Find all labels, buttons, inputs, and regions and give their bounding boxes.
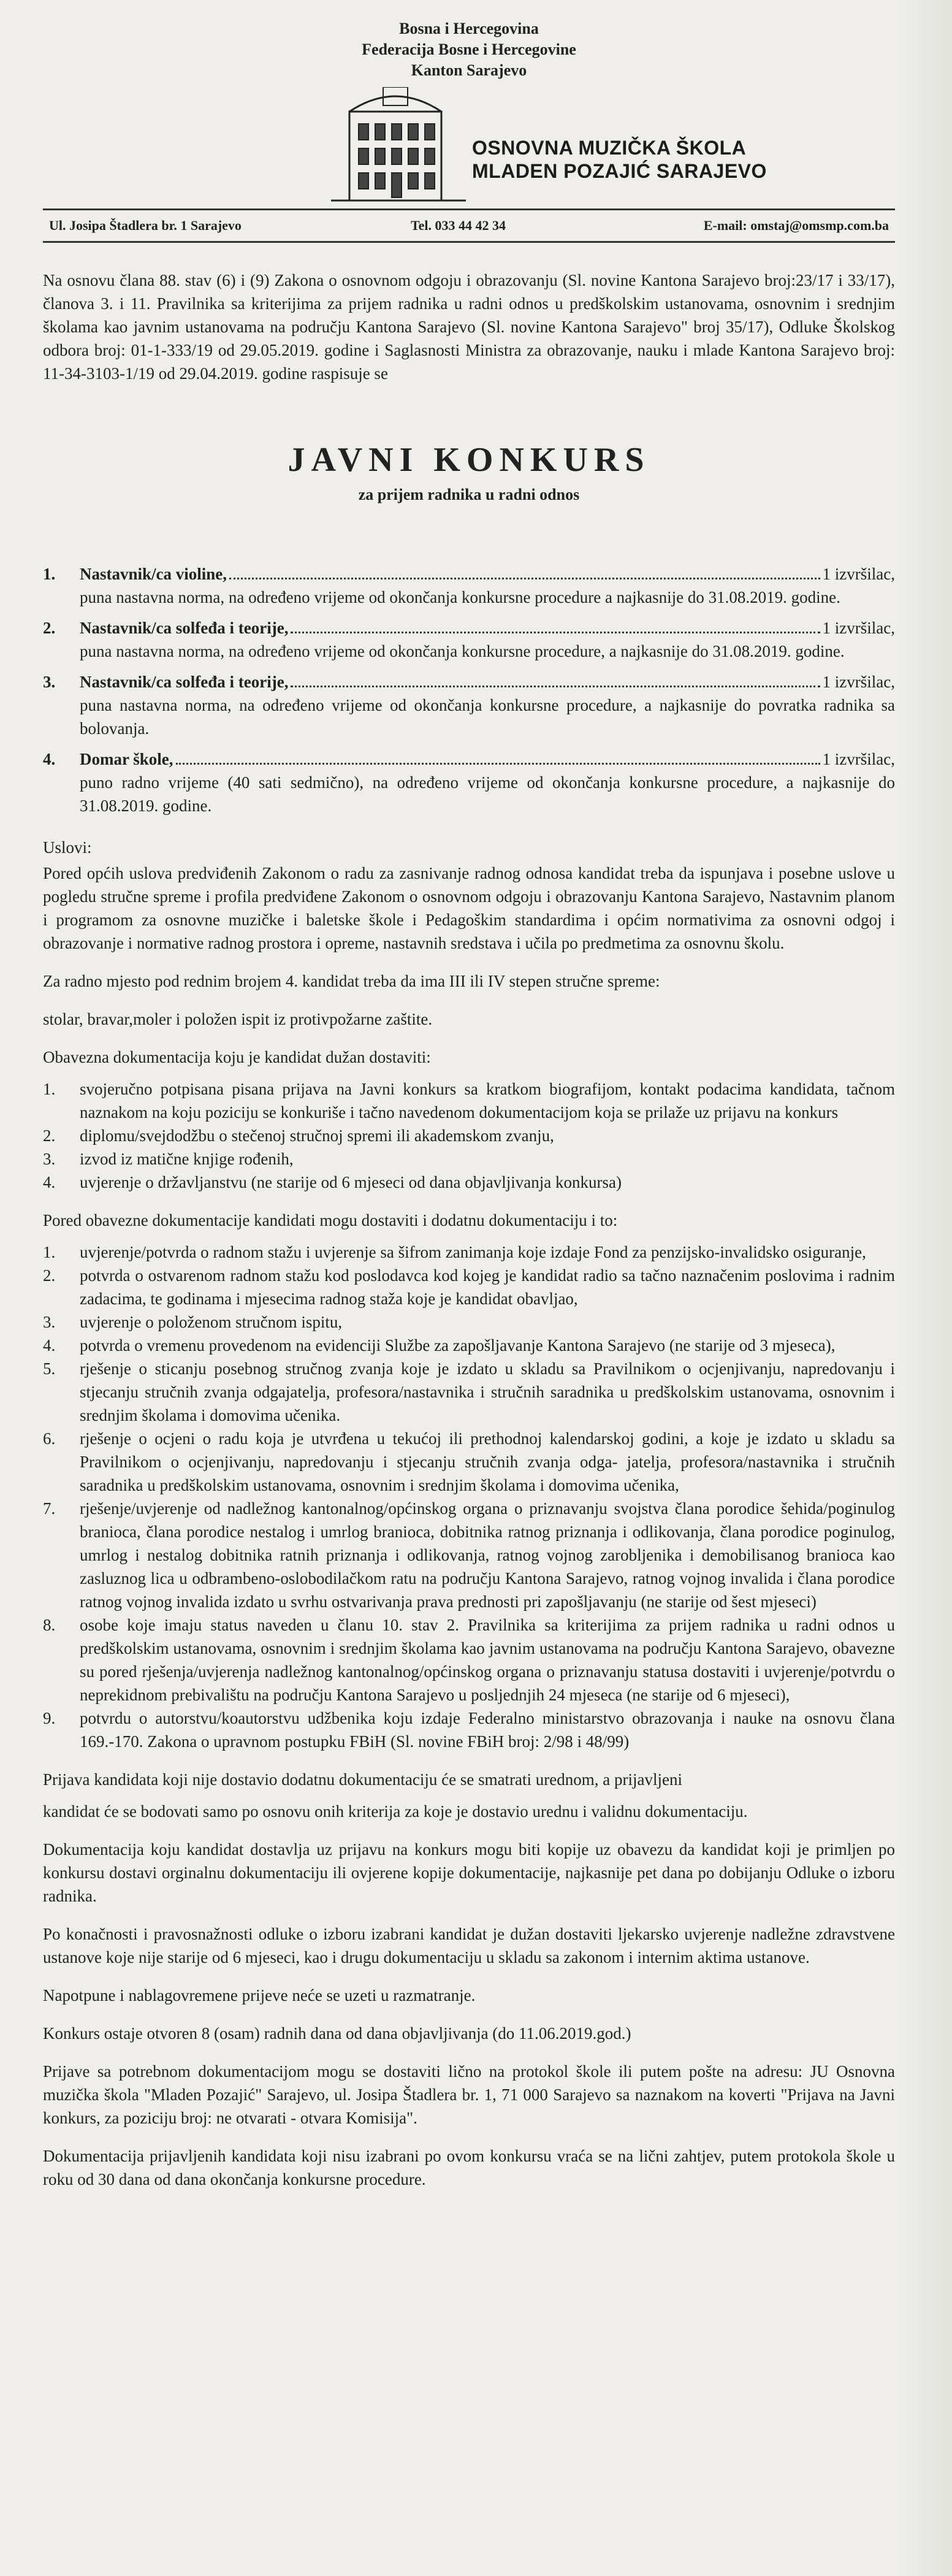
position-count: 1 izvršilac, [822,673,895,691]
conditions-text: Pored općih uslova predviđenih Zakonom o radu za zasnivanje radnog odnosa kandidat treba da ispunjava i posebne uslove u pogledu stručne spreme i profila predviđene Zakonom o osnovnom odgoju i obrazovanju Kantona Sarajevo, Nastavnim planom i programom za osnovne muzičke i baletske škole i Pedagoškim standardima i općim normativima za osnovni odgoj i obrazovanje i normative radnog prostora i opreme, nastavnih sredstava i učila po predmetima za osnovnu školu. [43,864,895,952]
closing-paragraph: Dokumentacija koju kandidat dostavlja uz prijavu na konkurs mogu biti kopije uz obavezu da kandidat koji je primljen po konkursu dostavi orginalnu dokumentaciju ili ovjerene kopije dokumentacije, najkasnije pet dana po dobijanju Odluke o izboru radnika. [43,1840,895,1905]
position-title: Nastavnik/ca solfeđa i teorije, [80,673,289,691]
list-item: 3. uvjerenje o položenom stručnom ispitu, [43,1313,343,1331]
position-number: 1. [43,565,56,583]
closing-paragraph: Konkurs ostaje otvoren 8 (osam) radnih dana od dana objavljivanja (do 11.06.2019.god.) [43,2024,631,2043]
position-item [43,670,895,740]
school-name [472,136,767,183]
school-name-line2: MLADEN POZAJIĆ SARAJEVO [472,160,767,182]
position-title: Domar škole, [80,750,173,768]
position-desc: puno radno vrijeme (40 sati sedmično), na određeno vrijeme od okončanja konkursne procedure, a najkasnije do 31.08.2019. godine. [80,773,895,815]
position-number: 2. [43,619,56,637]
phone: Tel. 033 44 42 34 [411,218,506,233]
announcement [43,0,895,2191]
conditions-label: Uslovi: [43,838,92,857]
federation-line: Federacija Bosne i Hercegovine [362,40,576,58]
list-item: 1. svojeručno potpisana pisana prijava na Javni konkurs sa kratkom biografijom, kontakt podacima kandidata, tačnom naznakom na koju poziciju se konkuriše i tačno navedenom dokumentacijom koja se prilaže uz prijavu na konkurs [43,1080,895,1122]
building-icon [331,87,466,204]
position-number: 4. [43,750,56,768]
page-title: JAVNI KONKURS [288,441,650,479]
list-item: 5. rješenje o sticanju posebnog stručnog zvanja koje je izdato u skladu sa Pravilnikom o ocjenjivanju, napredovanju i stjecanju stručnih zvanja odgajatelja, profesora/nastavnika i stručnih saradnika u predškolskim ustanovama, osnovnim i srednjim školama i domovima učenika. [43,1359,895,1424]
leader-dots [176,762,820,765]
list-item: 4. potvrda o vremenu provedenom na evidenciji Službe za zapošljavanje Kantona Sarajevo (ne starije od 3 mjeseca), [43,1336,836,1355]
position-desc: puna nastavna norma, na određeno vrijeme od okončanja konkursne procedure, a najkasnije do 31.08.2019. godine. [80,642,845,660]
positions-list [43,562,895,817]
mandatory-docs-list [43,1077,895,1194]
intro-paragraph: Na osnovu člana 88. stav (6) i (9) Zakona o osnovnom odgoju i obrazovanju (Sl. novine Kantona Sarajevo broj:23/17 i 33/17), članova 3. i 11. Pravilnika sa kriterijima za prijem radnika u radni odnos u predškolskim ustanovama, osnovnim i srednjim školama kao javnim ustanovama na području Kantona Sarajevo (Sl. novine Kantona Sarajevo" broj 35/17), Odluke Školskog odbora broj: 01-1-333/19 od 29.05.2019. godine i Saglasnosti Ministra za obrazovanje, nauku i mlade Kantona Sarajevo broj: 11-34-3103-1/19 od 29.04.2019. godine raspisuje se [43,271,895,383]
list-item: 2. diplomu/svejdodžbu o stečenoj stručnoj spremi ili akademskom zvanju, [43,1126,554,1145]
position-title: Nastavnik/ca violine, [80,565,227,583]
address: Ul. Josipa Štadlera br. 1 Sarajevo [49,218,242,233]
position-item [43,616,895,663]
position-count: 1 izvršilac, [822,750,895,768]
list-item: 7. rješenje/uvjerenje od nadležnog kantonalnog/općinskog organa o priznavanju svojstva člana porodice šehida/poginulog branioca, člana porodice nestalog i umrlog branioca, dobitnika ratnog priznanja i odlikovanja, člana porodice poginulog, umrlog i nestalog dobitnika ratnih priznanja i odlikovanja, ratnog vojnog zarobljenika i demobilisanog branioca kao zasluznog lica u odbrambeno-oslobodilačkom ratu na području Kantona Sarajevo, ratnog vojnog invalida i člana porodice ratnog vojnog invalida izdato u svrhu ostvarivanja prava prednosti pri zapošljavanju (ne starije od šest mjeseci) [43,1499,895,1611]
additional-docs-label: Pored obavezne dokumentacije kandidati mogu dostaviti i dodatnu dokumentaciju i to: [43,1211,618,1229]
leader-dots [291,685,820,687]
domar-requirement: Za radno mjesto pod rednim brojem 4. kandidat treba da ima III ili IV stepen stručne spreme: [43,972,660,990]
closing-paragraph: Po konačnosti i pravosnažnosti odluke o izboru izabrani kandidat je dužan dostaviti ljekarsko uvjerenje nadležne zdravstvene ustanove koje nije starije od 6 mjeseci, kao i drugu dokumentaciju u skladu sa zakonom i internim aktima ustanove. [43,1925,895,1966]
closing-paragraph: kandidat će se bodovati samo po osnovu onih kriterija za koje je dostavio urednu i validnu dokumentaciju. [43,1802,748,1821]
position-item [43,747,895,817]
leader-dots [291,631,820,633]
closing-paragraph: Dokumentacija prijavljenih kandidata koji nisu izabrani po ovom konkursu vraća se na lični zahtjev, putem protokola škole u roku od 30 dana od dana okončanja konkursne procedure. [43,2147,895,2188]
list-item: 3. izvod iz matične knjige rođenih, [43,1150,294,1168]
canton-line: Kanton Sarajevo [411,61,527,79]
position-count: 1 izvršilac, [822,619,895,637]
closing-paragraph: Napotpune i nablagovremene prijeve neće se uzeti u razmatranje. [43,1986,476,2005]
country-line: Bosna i Hercegovina [399,20,539,37]
additional-docs-list [43,1240,895,1753]
list-item: 4. uvjerenje o državljanstvu (ne starije od 6 mjeseci od dana objavljivanja konkursa) [43,1173,622,1191]
page-subtitle: za prijem radnika u radni odnos [358,486,580,503]
position-desc: puna nastavna norma, na određeno vrijeme od okončanja konkursne procedure a najkasnije do 31.08.2019. godine. [80,588,840,606]
contact-bar [43,208,895,243]
list-item: 6. rješenje o ocjeni o radu koja je utvrđena u tekućoj ili prethodnoj kalendarskoj godini, a koje je izdato u skladu sa Pravilnikom o ocjenjivanju, napredovanju i stjecanju stručnih zvanja odga- jatelja, profesora/nastavnika i stručnih saradnika u predškolskim ustanovama, osnovnim i srednjim školama i domovima učenika, [43,1429,895,1494]
list-item: 2. potvrda o ostvarenom radnom stažu kod poslodavca kod kojeg je kandidat radio sa tačno naznačenim poslovima i radnim zadacima, te godinama i mjesecima radnog staža koje je kandidat obavljao, [43,1266,895,1308]
logo-row [43,87,895,204]
position-count: 1 izvršilac, [822,565,895,583]
position-title: Nastavnik/ca solfeđa i teorije, [80,619,289,637]
letterhead [43,0,895,81]
list-item: 1. uvjerenje/potvrda o radnom stažu i uvjerenje sa šifrom zanimanja koje izdaje Fond za penzijsko-invalidsko osiguranje, [43,1243,866,1261]
position-item [43,562,895,609]
closing-paragraph: Prijava kandidata koji nije dostavio dodatnu dokumentaciju će se smatrati urednom, a prijavljeni [43,1770,682,1789]
adjacent-page-bleed [897,0,952,2576]
position-number: 3. [43,673,56,691]
closing-paragraph: Prijave sa potrebnom dokumentacijom mogu se dostaviti lično na protokol škole ili putem pošte na adresu: JU Osnovna muzička škola "Mladen Pozajić" Sarajevo, ul. Josipa Štadlera br. 1, 71 000 Sarajevo sa naznakom na koverti "Prijava na Javni konkurs, za poziciju broj: ne otvarati - otvara Komisija". [43,2062,895,2127]
leader-dots [229,577,820,579]
list-item: 8. osobe koje imaju status naveden u članu 10. stav 2. Pravilnika sa kriterijima za prijem radnika u radni odnos u predškolskim ustanovama, osnovnim i srednjim školama kao javnim ustanovama na području Kantona Sarajevo, obavezne su pored rješenja/uvjerenja nadležnog kantonalnog/općinskog organa o priznavanju statusa dostaviti i uvjerenje/potvrdu o neprekidnom prebivalištu na području Kantona Sarajevo u posljednjih 24 mjeseca (ne starije od 6 mjeseci), [43,1616,895,1704]
position-desc: puna nastavna norma, na određeno vrijeme od okončanja konkursne procedure, a najkasnije do povratka radnika sa bolovanja. [80,696,895,738]
school-name-line1: OSNOVNA MUZIČKA ŠKOLA [472,137,747,159]
domar-requirement-2: stolar, bravar,moler i položen ispit iz protivpožarne zaštite. [43,1010,433,1028]
email: E-mail: omstaj@omsmp.com.ba [703,218,889,233]
list-item: 9. potvrdu o autorstvu/koautorstvu udžbenika koju izdaje Federalno ministarstvo obrazovanja i nauke na osnovu člana 169.-170. Zakona o upravnom postupku FBiH (Sl. novine FBiH broj: 2/98 i 48/99) [43,1709,895,1751]
mandatory-docs-label: Obavezna dokumentacija koju je kandidat dužan dostaviti: [43,1048,431,1066]
